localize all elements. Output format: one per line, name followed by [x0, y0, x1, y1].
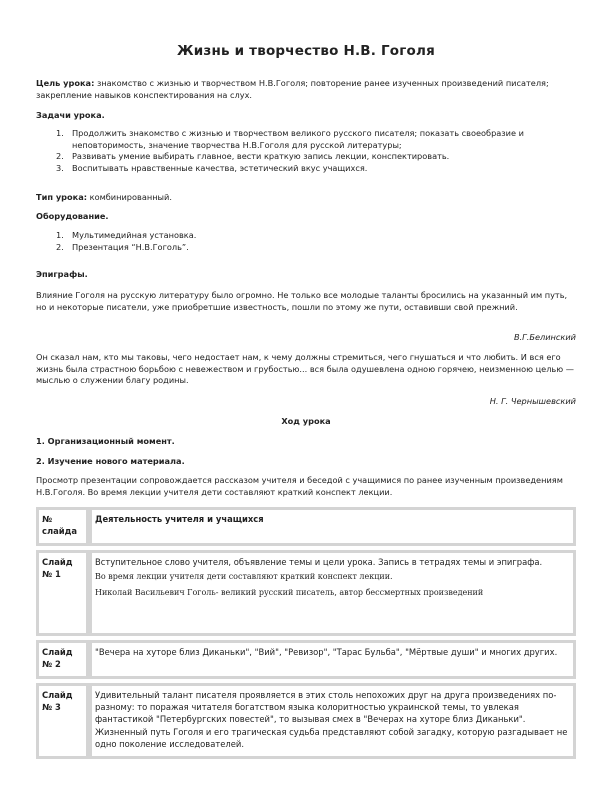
slide-activity: Удивительный талант писателя проявляется в этих столь непохожих друг на друга произведениях по-разному: то поражая читателя богатством языка колоритностью украинской темы, то увлекая фантастикой "Петербургских повестей", то вызывая смех в "Вечерах на хуторе близ Диканьки". Жизненный путь Гоголя и его трагическая судьба представляют собой загадку, которую разгадывает не одно поколение исследователей. — [89, 683, 576, 759]
lesson-course-heading: Ход урока — [281, 416, 331, 426]
table-header-slide-number: № слайда — [36, 507, 89, 546]
tasks-list — [36, 128, 576, 174]
tasks-heading: Задачи урока. — [36, 110, 105, 120]
slides-table — [36, 507, 576, 759]
step-organizational: 1. Организационный момент. — [36, 436, 175, 446]
presentation-intro: Просмотр презентации сопровождается рассказом учителя и беседой с учащимися по ранее изученным произведениям Н.В.Гоголя. Во время лекции учителя дети составляют краткий конспект лекции. — [36, 475, 563, 497]
list-item: 2. Презентация “Н.В.Гоголь”. — [56, 241, 189, 252]
equipment-list — [36, 230, 576, 253]
epigraph-quote: Он сказал нам, кто мы таковы, чего недостает нам, к чему должны стремиться, чего гнушаться и что любить. И вся его жизнь была страстною борьбою с невежеством и грубостью... вся была одушевлена одною горячею, неизменною целью — мыслью о служении благу родины. — [36, 352, 574, 386]
epigraph-quote: Влияние Гоголя на русскую литературу было огромно. Не только все молодые таланты бросились на указанный им путь, но и некоторые писатели, уже приобретшие известность, пошли по этому же пути, оставивши свой прежний. — [36, 290, 568, 312]
table-header-row — [36, 507, 576, 546]
slide-number: Слайд № 2 — [36, 640, 89, 679]
lesson-goal-label: Цель урока: — [36, 78, 95, 88]
equipment-heading: Оборудование. — [36, 211, 109, 221]
table-row — [36, 640, 576, 679]
epigraphs-heading: Эпиграфы. — [36, 269, 88, 279]
list-item: 2. Развивать умение выбирать главное, вести краткую запись лекции, конспектировать. — [56, 151, 450, 162]
list-item: 3. Воспитывать нравственные качества, эстетический вкус учащихся. — [56, 162, 368, 173]
slide-activity: "Вечера на хуторе близ Диканьки", "Вий", "Ревизор", "Тарас Бульба", "Мёртвые души" и многих других. — [89, 640, 576, 679]
table-header-activity: Деятельность учителя и учащихся — [89, 507, 576, 546]
slide-activity: Вступительное слово учителя, объявление темы и цели урока. Запись в тетрадях темы и эпиграфа. Во время лекции учителя дети составляют краткий конспект лекции. Николай Васильевич Гоголь- великий русский писатель, автор бессмертных произведений — [89, 550, 576, 636]
slide-number: Слайд № 1 — [36, 550, 89, 636]
lesson-type-text: комбинированный. — [87, 192, 172, 202]
list-item: 1. Мультимедийная установка. — [56, 230, 197, 240]
lesson-goal — [36, 78, 576, 101]
table-row — [36, 683, 576, 759]
page-title: Жизнь и творчество Н.В. Гоголя — [177, 43, 435, 59]
slide-number: Слайд № 3 — [36, 683, 89, 759]
lesson-type-label: Тип урока: — [36, 192, 88, 202]
list-item: 1. Продолжить знакомство с жизнью и творчеством великого русского писателя; показать своеобразие и неповторимость, значение творчества Н.В.Гоголя для русской литературы; — [56, 128, 524, 150]
epigraph-author: В.Г.Белинский — [513, 332, 576, 342]
epigraph-author: Н. Г. Чернышевский — [489, 396, 576, 406]
step-new-material: 2. Изучение нового материала. — [36, 456, 185, 466]
table-row — [36, 550, 576, 636]
lesson-goal-text: знакомство с жизнью и творчеством Н.В.Гоголя; повторение ранее изученных произведений писателя; закрепление навыков конспектирования на слух. — [36, 78, 549, 100]
lesson-type — [36, 192, 576, 204]
